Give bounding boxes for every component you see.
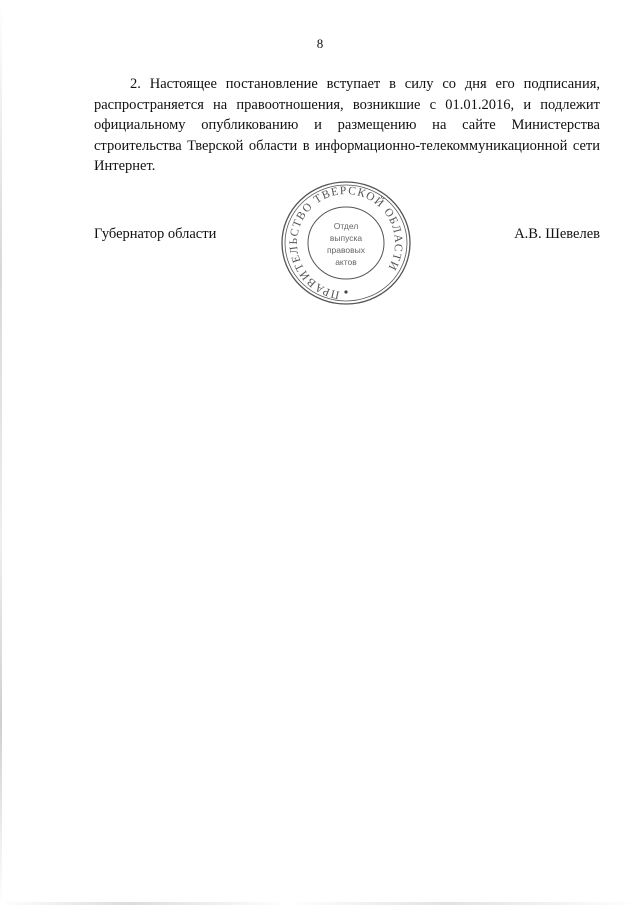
stamp-center-line-4: актов [335, 257, 357, 267]
stamp-center-line-2: выпуска [329, 233, 363, 243]
stamp-dot [344, 290, 347, 293]
official-stamp-seal [280, 180, 412, 306]
signatory-name: А.В. Шевелев [514, 226, 600, 242]
scan-edge [0, 0, 2, 905]
signatory-title: Губернатор области [94, 226, 217, 242]
stamp-ring-text: ПРАВИТЕЛЬСТВО ТВЕРСКОЙ ОБЛАСТИ [287, 184, 405, 301]
stamp-center-line-3: правовых [326, 245, 366, 255]
page-number: 8 [316, 36, 324, 51]
body-paragraph: 2. Настоящее постановление вступает в силу со дня его подписания, распространяется на правоотношения, возникшие с 01.01.2016, и подлежит официальному опубликованию и размещению на сайте Министерства строительства Тверской области в информационно-телекоммуникационной сети Интернет. [94, 76, 600, 174]
stamp-center-line-1: Отдел [333, 221, 359, 231]
